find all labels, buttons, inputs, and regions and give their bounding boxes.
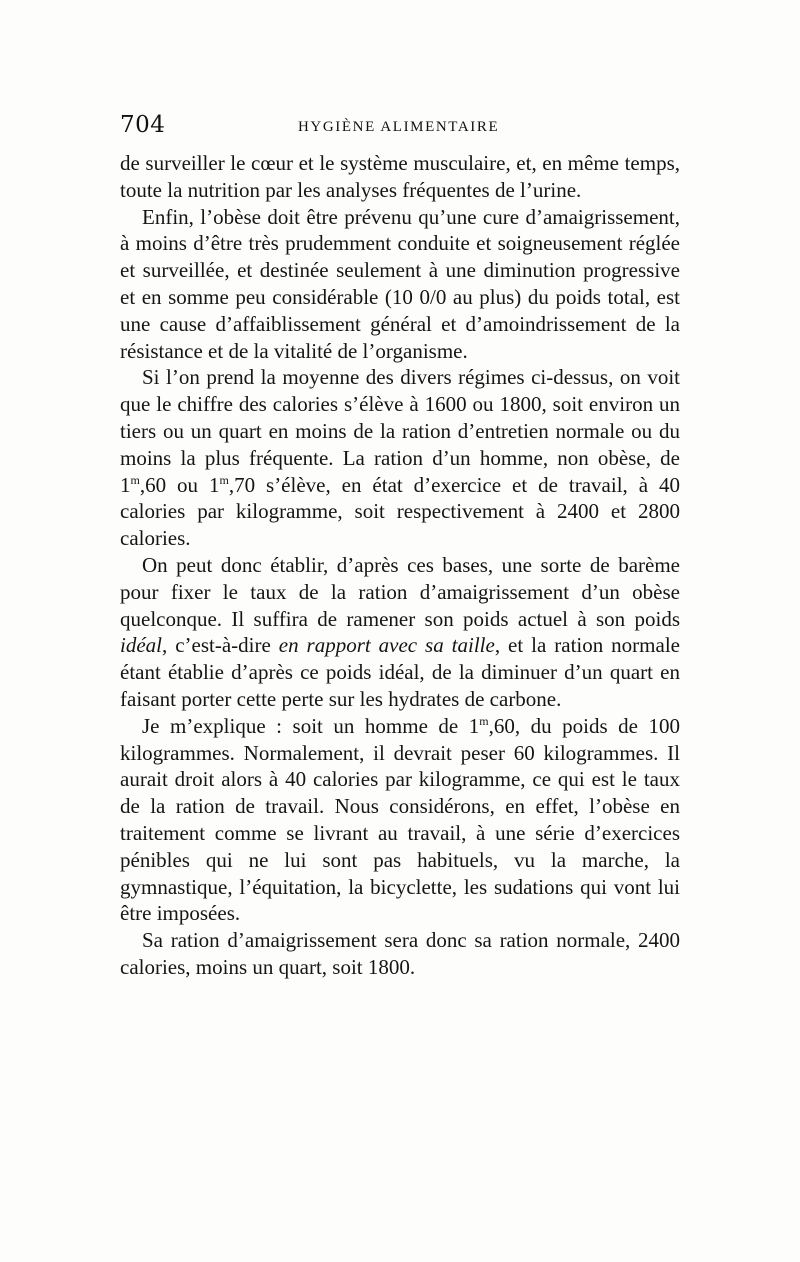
superscript-unit: m xyxy=(219,472,229,487)
text-run: Sa ration d’amaigrissement sera donc sa ration normale, 2400 calories, moins un quart, soit 1800. xyxy=(120,928,680,979)
text-run: Enfin, l’obèse doit être prévenu qu’une cure d’amaigrissement, à moins d’être très prudemment conduite et soigneusement réglée et surveillée, et destinée seulement à une diminution progressive et en somme peu considérable (10 0/0 au plus) du poids total, est une cause d’affaiblissement général et d’amoindrissement de la résistance et de la vitalité de l’organisme. xyxy=(120,204,680,363)
superscript-unit: m xyxy=(130,472,140,487)
text-run: Si l’on prend la moyenne des divers régimes ci-dessus, on voit que le chiffre des calories s’élève à 1600 ou 1800, soit environ un tiers ou un quart en moins de la ration d’entretien normale ou du moins la plus fréquente. La ration d’un homme, non obèse, de 1 xyxy=(120,365,680,497)
page-number: 704 xyxy=(120,112,166,138)
page-header xyxy=(120,112,682,146)
text-run: ,60 ou 1 xyxy=(139,472,220,497)
running-head: HYGIÈNE ALIMENTAIRE xyxy=(298,119,500,135)
paragraph-5 xyxy=(120,713,680,927)
paragraph-6 xyxy=(120,927,680,981)
text-run: Je m’explique : soit un homme de 1 xyxy=(142,713,480,738)
text-run: , et la ration normale étant établie d’après ce poids idéal, de la diminuer d’un quart en faisant porter cette perte sur les hydrates de carbone. xyxy=(120,633,680,711)
paragraph-3 xyxy=(120,364,680,552)
text-run: ,70 s’élève, en état d’exercice et de travail, à 40 calories par kilogramme, soit respectivement à 2400 et 2800 calories. xyxy=(120,472,680,551)
paragraph-1 xyxy=(120,150,680,204)
italic-phrase: idéal xyxy=(120,633,162,658)
italic-phrase: en rapport avec sa taille xyxy=(278,633,495,658)
text-run: de surveiller le cœur et le système musculaire, et, en même temps, toute la nutrition par les analyses fréquentes de l’urine. xyxy=(120,151,680,202)
text-run: On peut donc établir, d’après ces bases, une sorte de barème pour fixer le taux de la ration d’amaigrissement d’un obèse quelconque. Il suffira de ramener son poids actuel à son poids xyxy=(120,552,680,631)
text-run: ,60, du poids de 100 kilogrammes. Normalement, il devrait peser 60 kilogrammes. Il aurait droit alors à 40 calories par kilogramme, ce qui est le taux de la ration de travail. Nous considérons, en effet, l’obèse en traitement comme se livrant au travail, à une série d’exercices pénibles qui ne lui sont pas habituels, vu la marche, la gymnastique, l’équitation, la bicyclette, les sudations qui vont lui être imposées. xyxy=(120,713,680,926)
paragraph-2 xyxy=(120,204,680,365)
paragraph-4 xyxy=(120,552,680,713)
text-run: , c’est-à-dire xyxy=(162,633,279,658)
body-text xyxy=(120,150,680,981)
superscript-unit: m xyxy=(479,713,489,728)
